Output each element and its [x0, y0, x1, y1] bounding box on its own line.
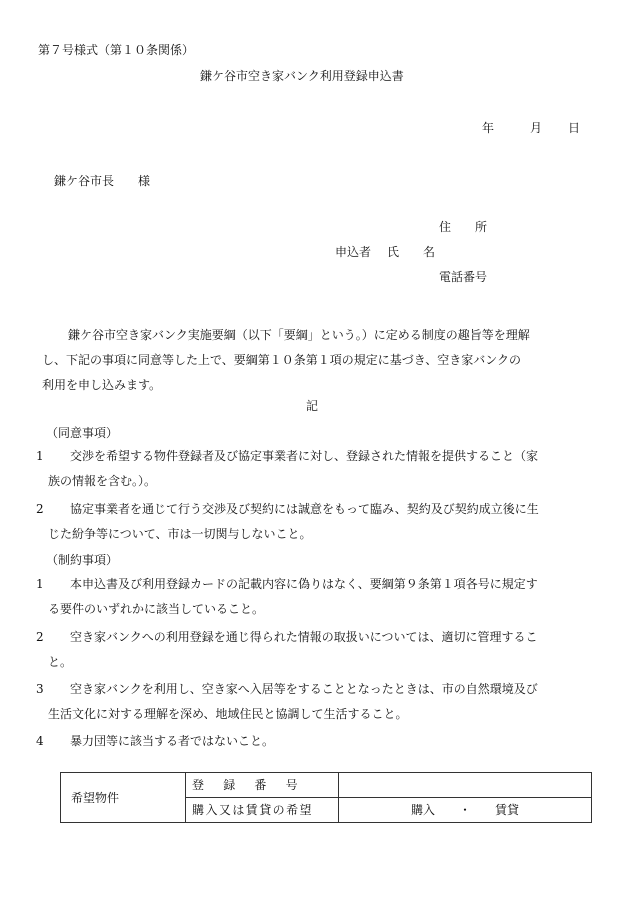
item-text-line2: じた紛争等について、市は一切関与しないこと。 [48, 527, 312, 542]
reg-no-label-text: 登録番号 [192, 778, 317, 792]
item-text-line1: 空き家バンクを利用し、空き家へ入居等をすることとなったときは、市の自然環境及び [70, 682, 538, 696]
row-header-desired-property [61, 773, 186, 823]
name-label: 氏 名 [387, 245, 436, 259]
constraint-item [36, 677, 594, 727]
item-text-line1: 空き家バンクへの利用登録を通じ得られた情報の取扱いについては、適切に管理するこ [70, 630, 538, 644]
item-text-line2: 族の情報を含む。）。 [48, 474, 157, 489]
reg-no-field[interactable] [339, 773, 592, 798]
item-number: 1 [36, 577, 44, 591]
date-year[interactable]: 年 [482, 121, 495, 135]
intro-line-3: 利用を申し込みます。 [42, 378, 162, 393]
item-number: 2 [36, 502, 44, 516]
intro-paragraph [38, 323, 594, 399]
desired-property-table [60, 772, 592, 823]
consent-item [36, 497, 594, 547]
purpose-options[interactable] [339, 798, 592, 823]
ki-heading: 記 [306, 399, 319, 413]
item-text-line1: 協定事業者を通じて行う交渉及び契約には誠意をもって臨み、契約及び契約成立後に生 [70, 502, 539, 516]
item-text-line1: 本申込書及び利用登録カードの記載内容に偽りはなく、要綱第９条第１項各号に規定す [70, 577, 538, 591]
date-line [482, 122, 580, 134]
item-text-line2: と。 [48, 655, 73, 670]
row-header-text [67, 792, 179, 804]
applicant-block [335, 221, 519, 296]
intro-line-2: し、下記の事項に同意等した上で、要綱第１０条第１項の規定に基づき、空き家バンクの [42, 353, 522, 368]
constraint-item [36, 572, 594, 622]
date-month[interactable]: 月 [530, 121, 543, 135]
intro-line-1: 鎌ケ谷市空き家バンク実施要綱（以下「要綱」という。）に定める制度の趣旨等を理解 [68, 328, 530, 342]
item-text-line2: る要件のいずれかに該当していること。 [48, 602, 265, 617]
constraint-item [36, 729, 594, 754]
item-number: 3 [36, 682, 44, 696]
applicant-lead: 申込者 [335, 245, 372, 259]
constraint-item [36, 625, 594, 675]
constraints-heading: （制約事項） [46, 553, 119, 567]
item-text-line2: 生活文化に対する理解を深め、地域住民と協調して生活すること。 [48, 707, 408, 722]
item-number: 4 [36, 734, 44, 748]
item-number: 1 [36, 449, 44, 463]
document-title: 鎌ケ谷市空き家バンク利用登録申込書 [200, 69, 404, 83]
purpose-label-text: 購入又は賃貸の希望 [192, 803, 313, 817]
consent-item [36, 444, 594, 494]
form-number: 第７号様式（第１０条関係） [38, 43, 195, 57]
purpose-value[interactable]: 購入 ・ 賃貸 [410, 803, 519, 817]
addressee: 鎌ケ谷市長 様 [54, 174, 151, 188]
item-text-line1: 交渉を希望する物件登録者及び協定事業者に対し、登録された情報を提供すること（家 [70, 449, 539, 463]
date-day[interactable]: 日 [568, 121, 581, 135]
item-number: 2 [36, 630, 44, 644]
reg-no-label [186, 773, 339, 798]
phone-label: 電話番号 [439, 270, 488, 284]
address-label: 住 所 [439, 220, 488, 234]
item-text-line1: 暴力団等に該当する者ではないこと。 [70, 734, 275, 748]
purpose-label [186, 798, 339, 823]
row-header-label: 希望物件 [71, 790, 120, 805]
consent-heading: （同意事項） [46, 426, 119, 440]
